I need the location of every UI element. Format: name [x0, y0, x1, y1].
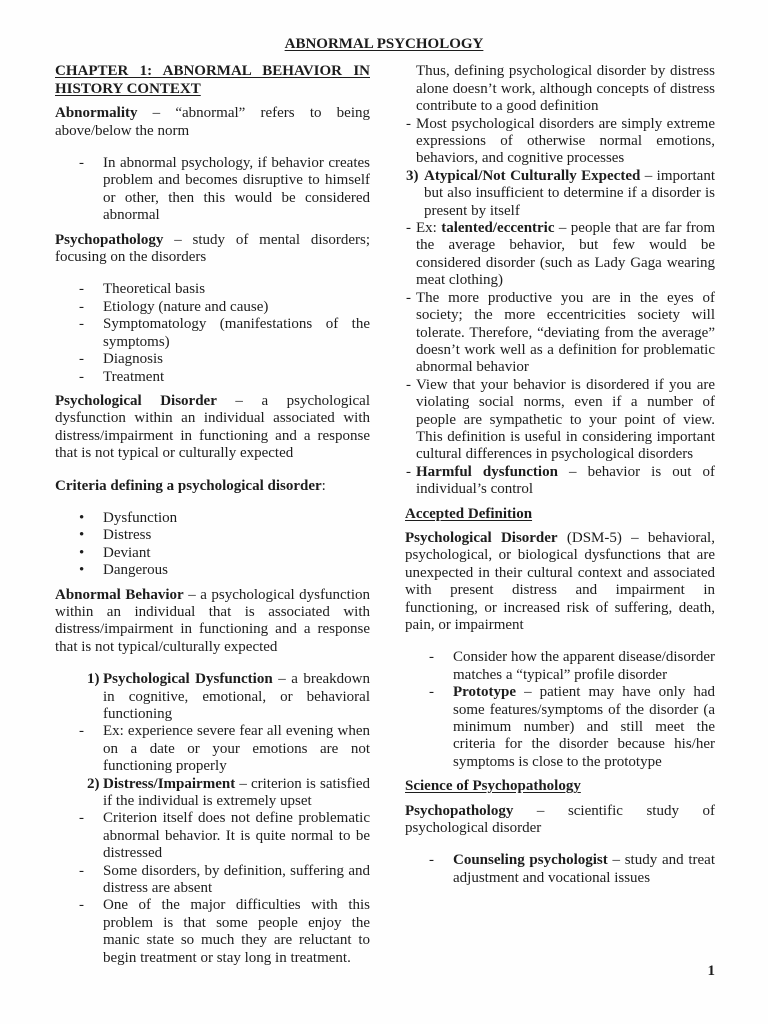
term-bold: talented/eccentric: [441, 220, 555, 237]
right-column: [405, 63, 715, 887]
dash-marker: -: [79, 897, 84, 914]
term-bold: Atypical/Not Culturally Expected: [424, 167, 641, 184]
dash-marker: -: [79, 862, 84, 879]
list-item: [405, 116, 715, 168]
number-marker: 2): [87, 775, 100, 792]
definition-text: – study of mental disorders; focusing on the disorders: [55, 231, 370, 266]
list-item-text: Distress: [103, 527, 152, 544]
two-column-body: [0, 63, 768, 967]
dash-marker: -: [79, 368, 84, 385]
dash-marker: -: [406, 289, 411, 306]
list-item-text: Etiology (nature and cause): [103, 298, 269, 315]
dash-marker: -: [406, 115, 411, 132]
definition-text: :: [321, 477, 326, 494]
dash-marker: -: [79, 723, 84, 740]
term-bold: Criteria defining a psychological disorder: [55, 477, 322, 494]
definition-psychopathology-2: [405, 803, 715, 838]
list-item: [405, 168, 715, 220]
list-item: [405, 63, 715, 115]
page-number: 1: [707, 963, 715, 979]
list-item-rest: – people that are far from the average behavior, but few would be considered disorder (such as Lady Gaga wearing meat clothing): [416, 220, 715, 289]
dash-marker: -: [429, 649, 434, 666]
list-item: [55, 316, 370, 351]
list-item: [405, 377, 715, 464]
list-item-rest: – study and treat adjustment and vocational issues: [453, 852, 715, 886]
dash-list: [405, 649, 715, 771]
number-marker: 1): [87, 671, 100, 688]
list-item-text: Criterion itself does not define problematic abnormal behavior. It is quite normal to be distressed: [103, 810, 370, 862]
list-item-text: Consider how the apparent disease/disorder matches a “typical” profile disorder: [453, 649, 715, 683]
list-item-text: Diagnosis: [103, 351, 163, 368]
list-item: [55, 281, 370, 298]
list-item: [55, 369, 370, 386]
dash-marker: -: [79, 281, 84, 298]
list-item-text: View that your behavior is disordered if you are violating social norms, even if a number of people are sympathetic to your point of view. This definition is useful in considering important cultural differences in psychological disorders: [416, 376, 715, 463]
list-item-text: [453, 852, 715, 887]
list-item: [55, 671, 370, 723]
list-item-text: One of the major difficulties with this problem is that some people enjoy the manic state so much they are reluctant to begin treatment or stay long in treatment.: [103, 897, 370, 966]
list-item: [405, 290, 715, 377]
dash-marker: -: [79, 298, 84, 315]
list-item-text: [453, 684, 715, 771]
definition-text: – scientific study of psychological disorder: [405, 802, 715, 837]
dash-marker: -: [406, 376, 411, 393]
list-item: [55, 545, 370, 562]
list-item: [55, 351, 370, 368]
list-item: [405, 464, 715, 499]
list-item: [55, 510, 370, 527]
dash-list: [405, 852, 715, 887]
dash-marker: -: [429, 684, 434, 701]
dash-marker: -: [429, 852, 434, 869]
left-column: [55, 63, 370, 967]
list-item: [405, 649, 715, 684]
dash-marker: -: [406, 463, 411, 480]
bullet-list: [55, 510, 370, 580]
numbered-list: [55, 671, 370, 967]
list-item-text: Dangerous: [103, 562, 168, 579]
list-item-text: In abnormal psychology, if behavior creates problem and becomes disruptive to himself or other, then this would be considered abnormal: [103, 155, 370, 224]
term-bold: Abnormality: [55, 105, 138, 122]
list-item-text: Symptomatology (manifestations of the symptoms): [103, 316, 370, 350]
dash-marker: -: [79, 316, 84, 333]
term-bold: Psychopathology: [405, 802, 514, 819]
list-item-text: Most psychological disorders are simply extreme expressions of otherwise normal emotions, behaviors, and cognitive processes: [416, 115, 715, 167]
bullet-marker: •: [79, 562, 85, 579]
term-bold: Abnormal Behavior: [55, 586, 184, 603]
definition-text: (DSM-5) – behavioral, psychological, or biological dysfunctions that are unexpected in their cultural context and associated with present distress and impairment in functioning, or increased risk of suffering, death, pain, or impairment: [405, 529, 715, 633]
list-item: [405, 220, 715, 290]
list-item: [55, 776, 370, 811]
list-item-text: [103, 776, 370, 811]
list-item-text: Dysfunction: [103, 509, 178, 526]
list-item-text: [416, 464, 715, 499]
definition-text: – a psychological dysfunction within an individual that is associated with distress/impairment in functioning and a response that is not typical/culturally expected: [55, 586, 371, 655]
empty-marker: [406, 63, 416, 115]
term-bold: Counseling psychologist: [453, 852, 608, 869]
number-marker: 3): [406, 167, 419, 184]
list-item-rest: – a breakdown in cognitive, emotional, or behavioral functioning: [103, 671, 370, 722]
definition-psychopathology: [55, 232, 370, 267]
dash-marker: -: [406, 220, 411, 237]
list-item: [55, 527, 370, 544]
dash-list: [55, 155, 370, 225]
definition-text: – “abnormal” refers to being above/below the norm: [55, 105, 370, 139]
section-heading-accepted-definition: Accepted Definition: [405, 505, 533, 522]
definition-psychological-disorder: [55, 393, 370, 463]
list-item-rest: – important but also insufficient to determine if a disorder is present by itself: [424, 167, 715, 219]
dash-marker: -: [79, 155, 84, 172]
list-item-text: Ex: experience severe fear all evening when on a date or your emotions are not functioning properly: [103, 723, 370, 775]
list-item-text: The more productive you are in the eyes of society; the more eccentricities society will tolerate. Therefore, “deviating from the average” doesn’t work well as a definition for problematic abnormal behavior: [416, 289, 715, 376]
list-item: [405, 852, 715, 887]
term-bold: Harmful dysfunction: [416, 463, 558, 480]
bullet-marker: •: [79, 544, 85, 561]
criteria-heading: [55, 478, 370, 495]
list-item-text: [103, 671, 370, 723]
document-title: ABNORMAL PSYCHOLOGY: [284, 36, 484, 52]
definition-dsm5: [405, 530, 715, 634]
term-bold: Psychological Disorder: [405, 529, 558, 546]
list-item: [55, 897, 370, 967]
section-heading-science-of-psychopathology: Science of Psychopathology: [405, 778, 581, 795]
dash-marker: -: [79, 810, 84, 827]
continuation-list: [405, 63, 715, 498]
dash-marker: -: [79, 351, 84, 368]
list-item-text: Treatment: [103, 368, 165, 385]
term-bold: Prototype: [453, 684, 517, 701]
term-bold: Psychological Disorder: [55, 392, 217, 409]
list-item-text: [416, 220, 715, 290]
bullet-marker: •: [79, 527, 85, 544]
list-item-text: Theoretical basis: [103, 281, 206, 298]
list-item-rest: – behavior is out of individual’s control: [416, 463, 715, 498]
term-bold: Distress/Impairment: [103, 775, 236, 792]
list-item-text: Deviant: [103, 544, 151, 561]
list-item: [55, 723, 370, 775]
list-item: [405, 684, 715, 771]
definition-abnormal-behavior: [55, 587, 370, 657]
list-item: [55, 155, 370, 225]
chapter-heading: CHAPTER 1: ABNORMAL BEHAVIOR IN HISTORY CONTEXT: [55, 63, 370, 97]
definition-abnormality: [55, 105, 370, 140]
term-bold: Psychological Dysfunction: [103, 671, 273, 688]
list-item: [55, 299, 370, 316]
list-item-text: Some disorders, by definition, suffering and distress are absent: [103, 862, 370, 897]
list-item-text: Thus, defining psychological disorder by distress alone doesn’t work, although concepts of distress contribute to a good definition: [416, 63, 715, 115]
list-item-text: [424, 168, 715, 220]
list-item-rest: – criterion is satisfied if the individual is extremely upset: [103, 775, 370, 810]
dash-list: [55, 281, 370, 385]
list-item: [55, 562, 370, 579]
definition-text: – a psychological dysfunction within an individual associated with distress/impairment in functioning and a response that is not typical or culturally expected: [55, 392, 370, 462]
list-item: [55, 863, 370, 898]
term-bold: Psychopathology: [55, 231, 164, 248]
bullet-marker: •: [79, 509, 85, 526]
list-item-rest: – patient may have only had some features/symptoms of the disorder (a minimum number) and still meet the criteria for the disorder because his/her symptoms is close to the prototype: [453, 684, 715, 770]
list-item-pre: Ex:: [416, 220, 442, 237]
list-item: [55, 810, 370, 862]
